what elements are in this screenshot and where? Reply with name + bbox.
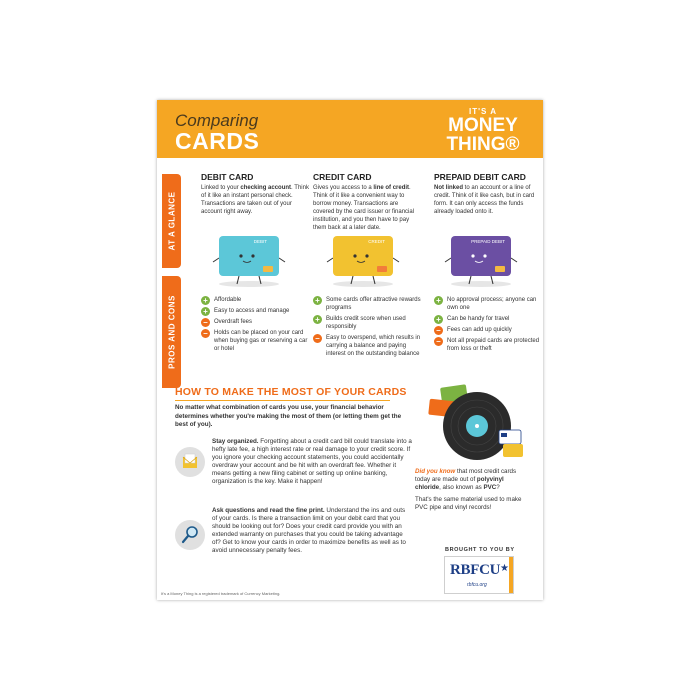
column-title: CREDIT CARD: [313, 172, 372, 182]
column-prepaid: [434, 172, 542, 216]
logo-top-text: IT'S A: [468, 107, 498, 116]
column-debit: [201, 172, 309, 216]
minus-icon: –: [201, 329, 210, 338]
section-intro: No matter what combination of cards you use, your financial behavior determines whether you're making the most of them (or letting them get the best of you).: [175, 404, 402, 428]
title-cards: CARDS: [175, 128, 260, 154]
debit-card-illustration: [205, 228, 293, 288]
tab-glance-label: AT A GLANCE: [167, 191, 176, 251]
svg-text:DEBIT: DEBIT: [253, 239, 267, 244]
column-title: PREPAID DEBIT CARD: [434, 172, 526, 182]
minus-icon: –: [201, 318, 210, 327]
prepaid-card-illustration: [437, 228, 525, 288]
tab-pros-label: PROS AND CONS: [167, 295, 176, 369]
star-icon: ★: [500, 563, 509, 574]
list-item: – Easy to overspend, which results in carrying a balance and paying interest on the outstanding balance: [313, 334, 425, 358]
list-item: + Can be handy for travel: [434, 315, 543, 323]
column-desc: Linked to your checking account. Think of it like an instant personal check. Transactions are taken out of your account right away.: [201, 185, 309, 215]
list-item: – Holds can be placed on your card when buying gas or reserving a car or hotel: [201, 329, 313, 353]
magnifier-icon: [175, 520, 205, 550]
credit-card-illustration: [319, 228, 407, 288]
column-desc: Not linked to an account or a line of credit. Think of it like cash, but in card form. It can only access the funds already loaded onto it.: [434, 185, 535, 215]
section-divider: [175, 400, 390, 401]
tab-at-a-glance: [162, 174, 181, 268]
plus-icon: +: [434, 296, 443, 305]
logo-mid-text: MONEY: [448, 115, 518, 136]
tab-pros-and-cons: [162, 276, 181, 388]
envelope-icon: [175, 447, 205, 477]
list-item: + Builds credit score when used responsibly: [313, 315, 425, 331]
rbfcu-name: RBFCU: [450, 562, 501, 578]
minus-icon: –: [434, 337, 443, 346]
money-thing-logo: [445, 104, 521, 154]
header-banner: [157, 100, 543, 158]
column-title: DEBIT CARD: [201, 172, 254, 182]
plus-icon: +: [313, 296, 322, 305]
credit-pros-cons: [313, 296, 425, 361]
rbfcu-logo: [444, 556, 514, 594]
svg-text:PREPAID DEBIT: PREPAID DEBIT: [471, 239, 505, 244]
did-you-know-fact: Did you know that most credit cards today are made out of polyvinyl chloride, also known as PVC?: [415, 468, 517, 491]
svg-text:CREDIT: CREDIT: [368, 239, 385, 244]
column-desc: Gives you access to a line of credit. Think of it like a convenient way to borrow money. Transactions are covered by the card issuer or financial institution, and you then have to pay them back at a later date.: [313, 185, 415, 231]
list-item: – Fees can add up quickly: [434, 326, 543, 334]
sponsor-label: BROUGHT TO YOU BY: [445, 547, 515, 553]
logo-accent-bar: [509, 557, 513, 593]
column-credit: [313, 172, 421, 232]
list-item: + Easy to access and manage: [201, 307, 313, 315]
list-item: + Some cards offer attractive rewards programs: [313, 296, 425, 312]
list-item: + Affordable: [201, 296, 313, 304]
list-item: – Overdraft fees: [201, 318, 313, 326]
tip-fine-print: Ask questions and read the fine print. Understand the ins and outs of your cards. Is there a transaction limit on your debit card that you should be looking out for? Does your credit card provide you with an extended warranty on purchases that you could be taking advantage of? Get to know your cards in order to maximize benefits as well as to avoid unnecessary penalty fees.: [212, 507, 406, 554]
list-item: + No approval process; anyone can own one: [434, 296, 543, 312]
list-item: – Not all prepaid cards are protected from loss or theft: [434, 337, 543, 353]
minus-icon: –: [434, 326, 443, 335]
section-title: HOW TO MAKE THE MOST OF YOUR CARDS: [175, 386, 407, 398]
plus-icon: +: [201, 307, 210, 316]
minus-icon: –: [313, 334, 322, 343]
flyer-page: [157, 100, 543, 600]
prepaid-pros-cons: [434, 296, 543, 356]
rbfcu-url: rbfcu.org: [467, 582, 487, 588]
logo-bot-text: THING®: [446, 134, 520, 155]
footer-trademark: It's a Money Thing is a registered trademark of Currency Marketing.: [161, 591, 281, 596]
plus-icon: +: [434, 315, 443, 324]
title-comparing: Comparing: [175, 111, 259, 130]
pvc-fact: That's the same material used to make PVC pipe and vinyl records!: [415, 496, 522, 511]
debit-pros-cons: [201, 296, 313, 356]
plus-icon: +: [201, 296, 210, 305]
tip-stay-organized: Stay organized. Forgetting about a credit card bill could translate into a hefty late fee, a high interest rate or real damage to your credit score. If you ignore your checking account statements, you could accidentally overdraw your account and be hit with an overdraft fee. Whether it means getting a new filing cabinet or setting up online banking, organization is the key. Make it happen!: [212, 438, 412, 485]
vinyl-record-illustration: [419, 382, 529, 466]
plus-icon: +: [313, 315, 322, 324]
